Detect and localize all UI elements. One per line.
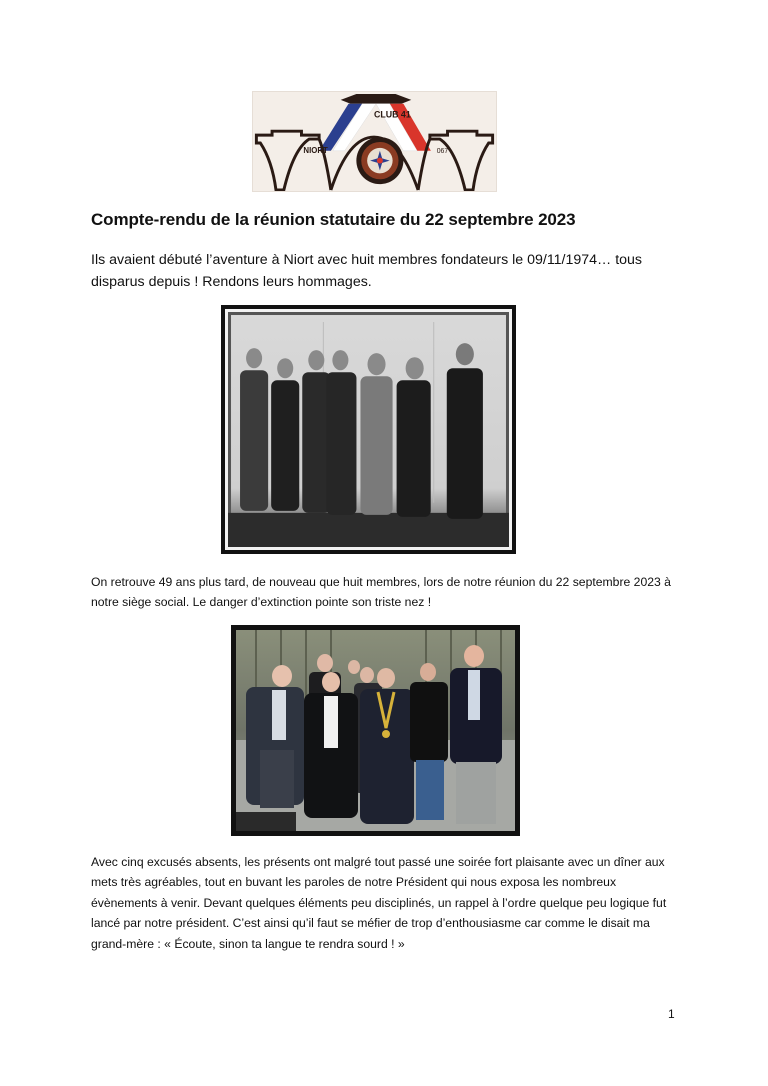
logo-city-text: NIORT xyxy=(303,145,328,155)
intro-paragraph: Ils avaient débuté l’aventure à Niort avec huit membres fondateurs le 09/11/1974… tous disparus depuis ! Rendons leurs hommages. xyxy=(91,252,643,290)
club-41-logo xyxy=(252,91,497,192)
meeting-photo-image xyxy=(236,630,515,831)
logo-number-text: 067 xyxy=(436,147,449,155)
founders-photo-image xyxy=(228,312,509,547)
summary-paragraph: Avec cinq excusés absents, les présents ont malgré tout passé une soirée fort plaisante avec un dîner aux mets très agréables, tout en buvant les paroles de notre Président qui nous exposa les nombreux évènements à venir. Devant quelques éléments peu disciplinés, un rappel à l’ordre quelque peu logique fut lancé par notre président. C’est ainsi qu’il faut se méfier de trop d’enthousiasme car comme le disait ma grand-mère : « Écoute, sinon ta langue te rendra sourd ! » xyxy=(91,855,667,951)
present-day-paragraph: On retrouve 49 ans plus tard, de nouveau que huit membres, lors de notre réunion du 22 septembre 2023 à notre siège social. Le danger d’extinction pointe son triste nez ! xyxy=(91,575,671,609)
logo-graphic xyxy=(253,92,496,191)
founders-photo xyxy=(221,305,516,554)
page-number: 1 xyxy=(668,1007,675,1021)
meeting-photo xyxy=(231,625,520,836)
page-title: Compte-rendu de la réunion statutaire du 22 septembre 2023 xyxy=(91,210,576,229)
logo-club-text: CLUB 41 xyxy=(374,109,411,120)
